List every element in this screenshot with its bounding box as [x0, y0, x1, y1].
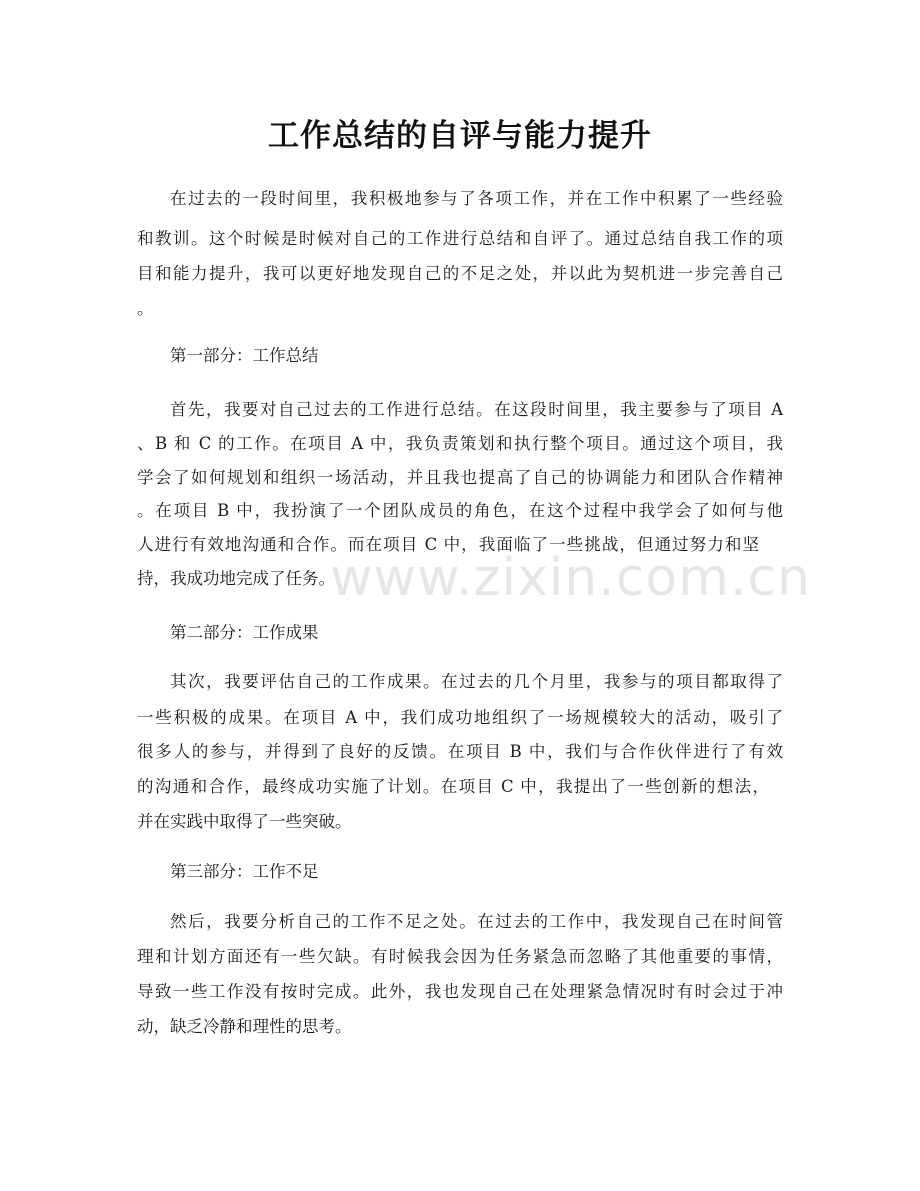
intro-line-3: 目和能力提升，我可以更好地发现自己的不足之处，并以此为契机进一步完善自己 [137, 264, 783, 283]
section1-line-4: 。在项目 B 中，我扮演了一个团队成员的角色，在这个过程中我学会了如何与他 [137, 501, 783, 520]
section3-heading: 第三部分：工作不足 [170, 862, 319, 881]
intro-line-1: 在过去的一段时间里，我积极地参与了各项工作，并在工作中积累了一些经验 [170, 189, 783, 208]
section1-heading: 第一部分：工作总结 [170, 346, 319, 365]
section1-line-6: 持，我成功地完成了任务。 [137, 569, 335, 588]
section3-line-4: 动，缺乏冷静和理性的思考。 [137, 1017, 352, 1036]
intro-line-4: 。 [137, 299, 154, 318]
section3-line-2: 理和计划方面还有一些欠缺。有时候我会因为任务紧急而忽略了其他重要的事情， [137, 947, 783, 966]
section3-line-1: 然后，我要分析自己的工作不足之处。在过去的工作中，我发现自己在时间管 [170, 912, 783, 931]
section2-line-4: 的沟通和合作，最终成功实施了计划。在项目 C 中，我提出了一些创新的想法， [137, 777, 769, 796]
section2-heading: 第二部分：工作成果 [170, 623, 319, 642]
section2-line-5: 并在实践中取得了一些突破。 [137, 812, 352, 831]
section2-line-1: 其次，我要评估自己的工作成果。在过去的几个月里，我参与的项目都取得了 [170, 672, 783, 691]
section1-line-5: 人进行有效地沟通和合作。而在项目 C 中，我面临了一些挑战，但通过努力和坚 [137, 535, 759, 554]
section3-line-3: 导致一些工作没有按时完成。此外，我也发现自己在处理紧急情况时有时会过于冲 [137, 982, 783, 1001]
section1-line-2: 、B 和 C 的工作。在项目 A 中，我负责策划和执行整个项目。通过这个项目，我 [137, 434, 783, 453]
section2-line-2: 一些积极的成果。在项目 A 中，我们成功地组织了一场规模较大的活动，吸引了 [137, 708, 783, 727]
document-title: 工作总结的自评与能力提升 [268, 118, 652, 154]
intro-line-2: 和教训。这个时候是时候对自己的工作进行总结和自评了。通过总结自我工作的项 [137, 229, 783, 248]
watermark: www.zixin.com.cn [330, 548, 811, 608]
section1-line-1: 首先，我要对自己过去的工作进行总结。在这段时间里，我主要参与了项目 A [170, 400, 783, 419]
section1-line-3: 学会了如何规划和组织一场活动，并且我也提高了自己的协调能力和团队合作精神 [137, 468, 783, 487]
section2-line-3: 很多人的参与，并得到了良好的反馈。在项目 B 中，我们与合作伙伴进行了有效 [137, 742, 783, 761]
